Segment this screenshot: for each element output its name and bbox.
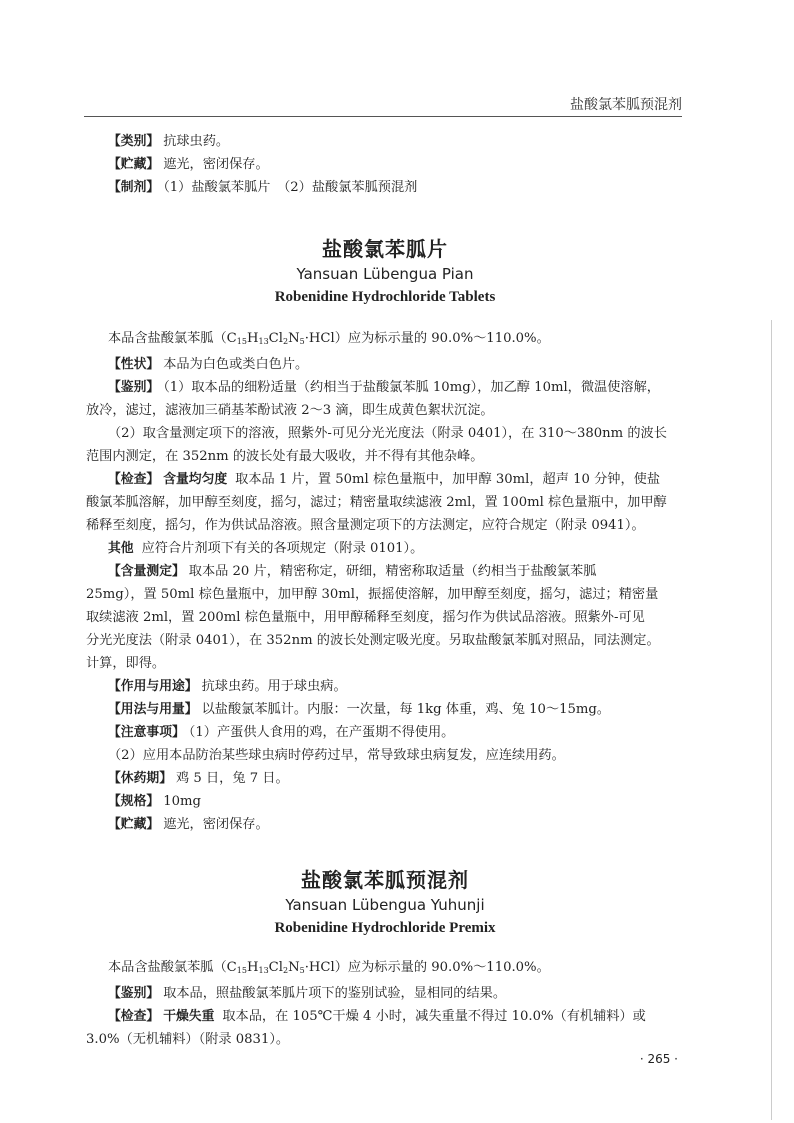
tablets-assay-line-1 [86,560,684,583]
formula-n: N [288,960,300,975]
formula-n-sub: 5 [299,966,305,975]
tablets-withdrawal-line [86,767,684,790]
tablets-title-en: Robenidine Hydrochloride Tablets [274,289,496,305]
tablets-spec-text: 10mg [163,794,201,809]
tablets-withdrawal-tag: 【休药期】 [108,771,172,786]
premix-title-en: Robenidine Hydrochloride Premix [274,920,496,936]
tablets-check-line-1 [86,468,684,491]
premix-check-1: 取本品，在 105℃干燥 4 小时，减失重量不得过 10.0%（有机辅料）或 [222,1009,646,1024]
tablets-action-tag: 【作用与用途】 [108,679,198,694]
tablets-spec-tag: 【规格】 [108,794,160,809]
premix-content-pre: 本品含盐酸氯苯胍（C [108,960,237,975]
tablets-action-text: 抗球虫药。用于球虫病。 [201,679,347,694]
tablets-assay-line-5: 计算，即得。 [86,656,166,671]
tablets-ident-line-1 [86,376,684,399]
tablets-check-line-1b: 酸氯苯胍溶解，加甲醇至刻度，摇匀，滤过；精密量取续滤液 2ml，置 100ml 棕色量瓶中，加甲醇 [86,495,667,510]
category-text: 抗球虫药。 [163,134,230,149]
storage-line [86,153,684,176]
tablets-content-pre: 本品含盐酸氯苯胍（C [108,331,237,346]
tablets-other-text: 应符合片剂项下有关的各项规定（附录 0101）。 [141,541,424,556]
premix-check-line-1 [86,1005,684,1028]
page-edge-rule [771,320,772,1120]
tablets-title-zh: 盐酸氯苯胍片 [322,237,448,261]
formula-c-sub: 15 [236,966,247,975]
formula-cl: Cl [268,331,283,346]
premix-check-tag: 【检查】 [108,1009,160,1024]
tablets-withdrawal-text: 鸡 5 日，兔 7 日。 [175,771,289,786]
premix-check-line-1b: 3.0%（无机辅料）（附录 0831）。 [86,1032,290,1047]
tablets-check-1: 取本品 1 片，置 50ml 棕色量瓶中，加甲醇 30ml，超声 10 分钟，使盐 [235,472,661,487]
tablets-other-line [86,537,684,560]
forms-tag: 【制剂】 [108,180,160,195]
tablets-spec-line [86,790,684,813]
page-content [86,130,684,1051]
premix-ident-tag: 【鉴别】 [108,986,160,1001]
tablets-ident-line-2: （2）取含量测定项下的溶液，照紫外-可见分光光度法（附录 0401），在 310～380nm 的波长 [108,426,667,441]
tablets-assay-1: 取本品 20 片，精密称定，研细，精密称取适量（约相当于盐酸氯苯胍 [188,564,597,579]
tablets-ident-line-2b: 范围内测定，在 352nm 的波长处有最大吸收，并不得有其他杂峰。 [86,449,484,464]
tablets-dosage-text: 以盐酸氯苯胍计。内服：一次量，每 1kg 体重，鸡、兔 10～15mg。 [201,702,610,717]
premix-content-line [86,956,684,982]
premix-content-post: ·HCl）应为标示量的 90.0%～110.0%。 [304,960,550,975]
tablets-dosage-line [86,698,684,721]
tablets-title-pinyin: Yansuan Lübengua Pian [296,265,474,283]
formula-n-sub: 5 [299,337,305,346]
tablets-storage-text: 遮光，密闭保存。 [163,817,269,832]
forms-text: （1）盐酸氯苯胍片 （2）盐酸氯苯胍预混剂 [163,180,418,195]
header-rule [84,116,682,117]
formula-h-sub: 13 [258,966,269,975]
formula-c-sub: 15 [236,337,247,346]
tablets-dosage-tag: 【用法与用量】 [108,702,198,717]
tablets-desc-line [86,353,684,376]
formula-n: N [288,331,300,346]
premix-title-pinyin: Yansuan Lübengua Yuhunji [285,896,485,914]
tablets-assay-line-4: 分光光度法（附录 0401），在 352nm 的波长处测定吸光度。另取盐酸氯苯胍对照品，同法测定。 [86,633,660,648]
tablets-ident-line-1b: 放冷，滤过，滤液加三硝基苯酚试液 2～3 滴，即生成黄色絮状沉淀。 [86,403,494,418]
tablets-check-sub: 含量均匀度 [163,472,228,487]
formula-cl: Cl [268,960,283,975]
storage-tag: 【贮藏】 [108,157,160,172]
tablets-check-tag: 【检查】 [108,472,160,487]
storage-text: 遮光，密闭保存。 [163,157,269,172]
tablets-assay-line-2: 25mg），置 50ml 棕色量瓶中，加甲醇 30ml，振摇使溶解，加甲醇至刻度，摇匀，滤过；精密量 [86,587,659,602]
tablets-content-post: ·HCl）应为标示量的 90.0%～110.0%。 [304,331,550,346]
premix-title-zh: 盐酸氯苯胍预混剂 [301,868,469,892]
tablets-storage-tag: 【贮藏】 [108,817,160,832]
premix-check-sub: 干燥失重 [163,1009,215,1024]
tablets-notes-tag: 【注意事项】 [108,725,185,740]
tablets-ident-tag: 【鉴别】 [108,380,160,395]
formula-h-sub: 13 [258,337,269,346]
forms-line [86,176,684,199]
formula-cl-sub: 2 [282,966,289,975]
premix-ident-line [86,982,684,1005]
tablets-other-sub: 其他 [108,541,134,556]
tablets-ident-1: （1）取本品的细粉适量（约相当于盐酸氯苯胍 10mg），加乙醇 10ml，微温使溶解， [163,380,660,395]
tablets-desc-text: 本品为白色或类白色片。 [163,357,309,372]
tablets-desc-tag: 【性状】 [108,357,160,372]
formula-h: H [246,960,259,975]
tablets-assay-line-3: 取续滤液 2ml，置 200ml 棕色量瓶中，用甲醇稀释至刻度，摇匀作为供试品溶液。照紫外-可见 [86,610,645,625]
tablets-action-line [86,675,684,698]
page-number: · 265 · [639,1052,678,1066]
category-tag: 【类别】 [108,134,160,149]
running-header: 盐酸氯苯胍预混剂 [570,97,682,113]
tablets-notes-line-2: （2）应用本品防治某些球虫病时停药过早，常导致球虫病复发，应连续用药。 [108,748,565,763]
tablets-content-line [86,327,684,353]
tablets-assay-tag: 【含量测定】 [108,564,185,579]
tablets-check-line-1c: 稀释至刻度，摇匀，作为供试品溶液。照含量测定项下的方法测定，应符合规定（附录 0941）。 [86,518,645,533]
tablets-notes-line-1 [86,721,684,744]
category-line [86,130,684,153]
formula-cl-sub: 2 [282,337,289,346]
premix-ident-text: 取本品，照盐酸氯苯胍片项下的鉴别试验，显相同的结果。 [163,986,507,1001]
tablets-notes-1: （1）产蛋供人食用的鸡，在产蛋期不得使用。 [188,725,455,740]
formula-h: H [246,331,259,346]
tablets-storage-line [86,813,684,836]
